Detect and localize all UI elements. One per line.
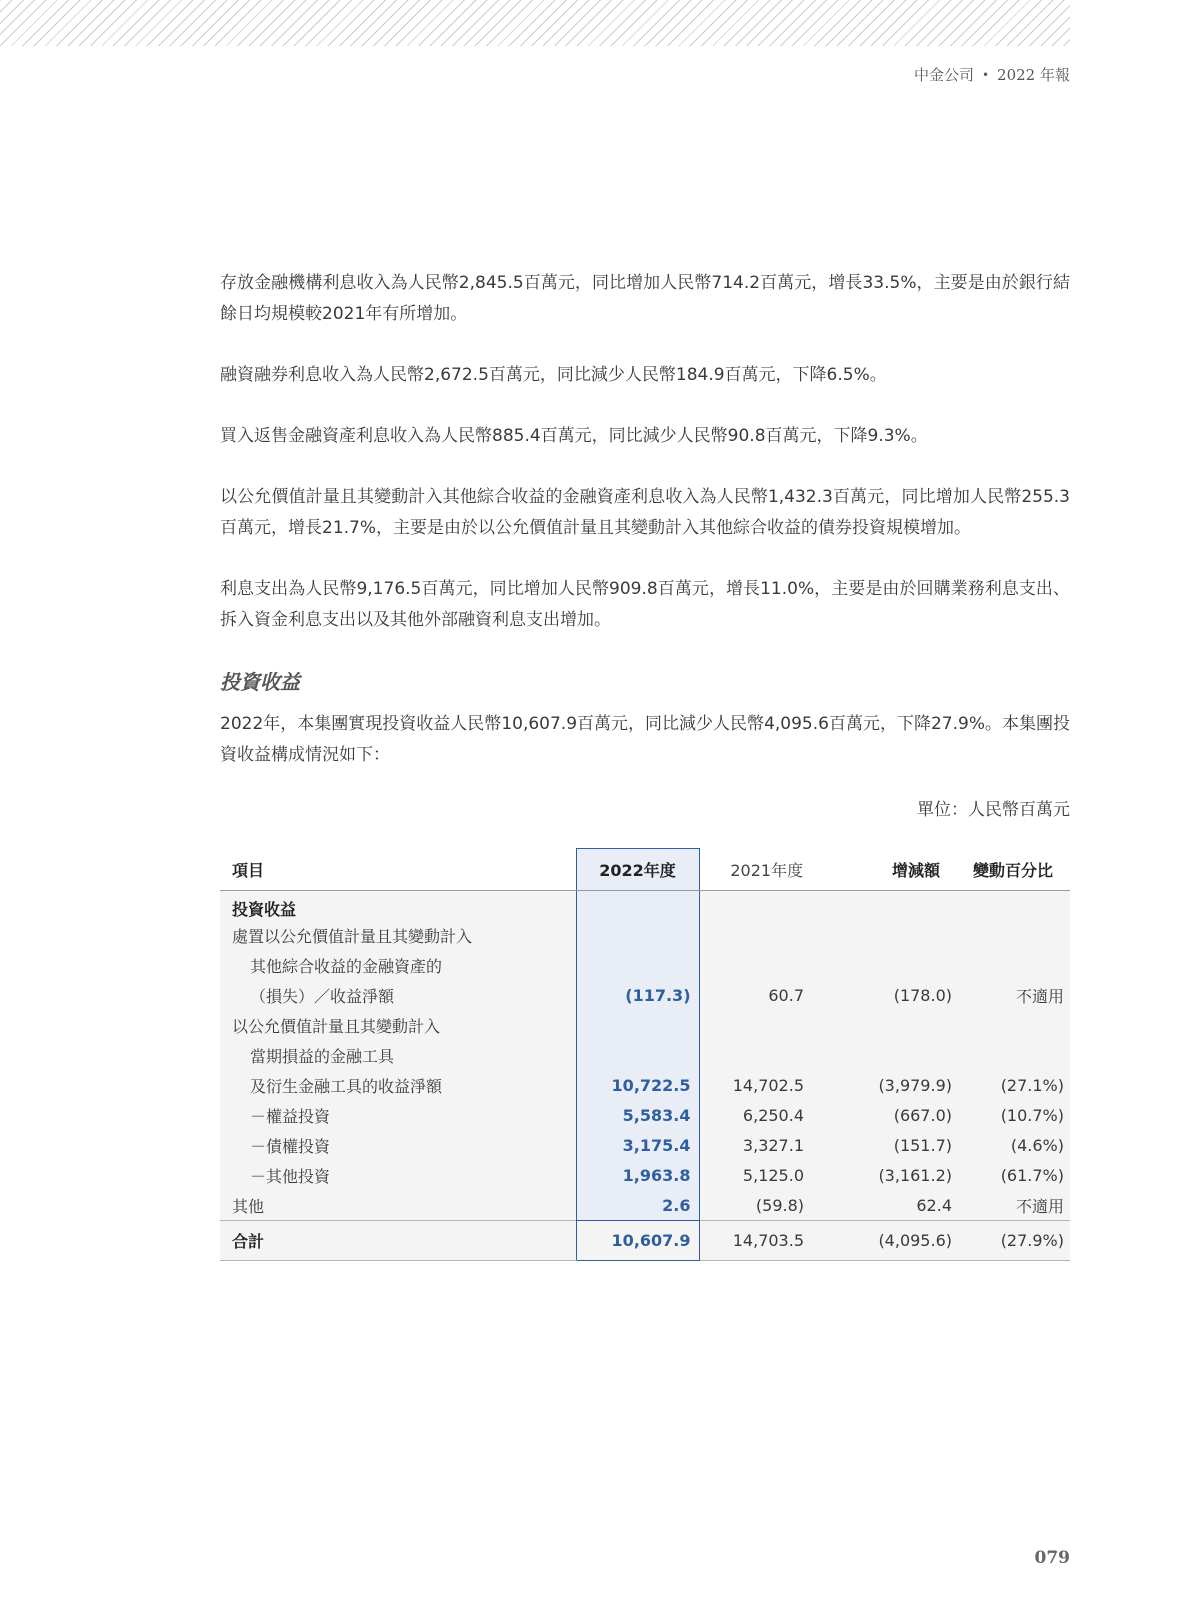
cell-change-amount: (178.0) [834, 981, 956, 1011]
cell-change-amount [834, 951, 956, 981]
cell-2022 [576, 921, 699, 951]
cell-change-amount [834, 1041, 956, 1071]
cell-2022: 5,583.4 [576, 1101, 699, 1131]
row-label: －其他投資 [220, 1161, 576, 1191]
cell-2022: 1,963.8 [576, 1161, 699, 1191]
cell-change-percent: 不適用 [956, 1191, 1070, 1221]
investment-income-table [220, 848, 1070, 1261]
cell-change-percent: 不適用 [956, 981, 1070, 1011]
paragraph-fvoci-interest: 以公允價值計量且其變動計入其他綜合收益的金融資產利息收入為人民幣1,432.3百萬元，同比增加人民幣255.3百萬元，增長21.7%，主要是由於以公允價值計量且其變動計入其他綜合收益的債券投資規模增加。 [220, 487, 1070, 538]
row-label: 當期損益的金融工具 [220, 1041, 576, 1071]
header-item: 項目 [220, 849, 576, 891]
paragraph-margin-interest: 融資融券利息收入為人民幣2,672.5百萬元，同比減少人民幣184.9百萬元，下降6.5%。 [220, 365, 887, 385]
table-row [220, 1131, 1070, 1161]
cell-2022: (117.3) [576, 981, 699, 1011]
table-unit-label: 單位：人民幣百萬元 [917, 800, 1070, 820]
cell-2021: (59.8) [699, 1191, 834, 1221]
running-header [914, 64, 1070, 85]
cell-2021 [699, 891, 834, 921]
cell-change-amount [834, 891, 956, 921]
table-row [220, 1161, 1070, 1191]
header-separator: • [981, 67, 990, 82]
table-row [220, 1191, 1070, 1221]
header-2022: 2022年度 [576, 849, 699, 891]
paragraph-interest-expense: 利息支出為人民幣9,176.5百萬元，同比增加人民幣909.8百萬元，增長11.0%，主要是由於回購業務利息支出、拆入資金利息支出以及其他外部融資利息支出增加。 [220, 579, 1070, 630]
row-label: 以公允價值計量且其變動計入 [220, 1011, 576, 1041]
total-2021: 14,703.5 [699, 1221, 834, 1261]
cell-2022: 2.6 [576, 1191, 699, 1221]
table-row [220, 1011, 1070, 1041]
table-row [220, 891, 1070, 921]
cell-change-percent [956, 1041, 1070, 1071]
cell-2022: 10,722.5 [576, 1071, 699, 1101]
table-row [220, 951, 1070, 981]
cell-change-percent [956, 891, 1070, 921]
section-heading-investment-income: 投資收益 [220, 670, 300, 694]
cell-change-percent [956, 1011, 1070, 1041]
table-total-row [220, 1221, 1070, 1261]
cell-2022 [576, 1011, 699, 1041]
cell-2021 [699, 1041, 834, 1071]
row-label: 其他 [220, 1191, 576, 1221]
cell-change-percent: (10.7%) [956, 1101, 1070, 1131]
cell-2021: 60.7 [699, 981, 834, 1011]
header-company: 中金公司 [913, 66, 974, 84]
main-content [220, 268, 1070, 1261]
cell-2021 [699, 921, 834, 951]
cell-change-amount: (667.0) [834, 1101, 956, 1131]
paragraph-deposit-interest: 存放金融機構利息收入為人民幣2,845.5百萬元，同比增加人民幣714.2百萬元，增長33.5%，主要是由於銀行結餘日均規模較2021年有所增加。 [220, 273, 1070, 324]
total-change-percent: (27.9%) [956, 1221, 1070, 1261]
row-label: －權益投資 [220, 1101, 576, 1131]
total-2022: 10,607.9 [576, 1221, 699, 1261]
cell-change-amount: 62.4 [834, 1191, 956, 1221]
cell-2021: 3,327.1 [699, 1131, 834, 1161]
cell-2022 [576, 891, 699, 921]
row-label: －債權投資 [220, 1131, 576, 1161]
cell-2022 [576, 951, 699, 981]
cell-change-amount [834, 921, 956, 951]
cell-change-percent [956, 951, 1070, 981]
header-2021: 2021年度 [699, 849, 834, 891]
table-row [220, 1041, 1070, 1071]
paragraph-investment-intro: 2022年，本集團實現投資收益人民幣10,607.9百萬元，同比減少人民幣4,095.6百萬元，下降27.9%。本集團投資收益構成情況如下： [220, 714, 1070, 765]
table-row [220, 1071, 1070, 1101]
table-row [220, 1101, 1070, 1131]
cell-change-percent: (27.1%) [956, 1071, 1070, 1101]
cell-change-amount: (151.7) [834, 1131, 956, 1161]
header-report-title: 2022 年報 [997, 66, 1070, 84]
table-row [220, 981, 1070, 1011]
row-label: 其他綜合收益的金融資產的 [220, 951, 576, 981]
cell-change-amount: (3,161.2) [834, 1161, 956, 1191]
cell-change-percent [956, 921, 1070, 951]
cell-change-amount: (3,979.9) [834, 1071, 956, 1101]
row-label: 投資收益 [220, 891, 576, 921]
cell-2022: 3,175.4 [576, 1131, 699, 1161]
total-label: 合計 [220, 1221, 576, 1261]
table-row [220, 921, 1070, 951]
cell-2021: 14,702.5 [699, 1071, 834, 1101]
cell-2021: 5,125.0 [699, 1161, 834, 1191]
cell-2021: 6,250.4 [699, 1101, 834, 1131]
total-change-amount: (4,095.6) [834, 1221, 956, 1261]
row-label: 及衍生金融工具的收益淨額 [220, 1071, 576, 1101]
row-label: （損失）／收益淨額 [220, 981, 576, 1011]
cell-2021 [699, 951, 834, 981]
table-header-row [220, 849, 1070, 891]
cell-2021 [699, 1011, 834, 1041]
header-change-percent: 變動百分比 [956, 849, 1070, 891]
page-number: 079 [1034, 1548, 1070, 1568]
cell-change-percent: (4.6%) [956, 1131, 1070, 1161]
cell-change-percent: (61.7%) [956, 1161, 1070, 1191]
paragraph-reverse-repo-interest: 買入返售金融資產利息收入為人民幣885.4百萬元，同比減少人民幣90.8百萬元，下降9.3%。 [220, 426, 928, 446]
cell-change-amount [834, 1011, 956, 1041]
row-label: 處置以公允價值計量且其變動計入 [220, 921, 576, 951]
header-change-amount: 增減額 [834, 849, 956, 891]
header-hatch-decoration [0, 0, 1070, 46]
cell-2022 [576, 1041, 699, 1071]
